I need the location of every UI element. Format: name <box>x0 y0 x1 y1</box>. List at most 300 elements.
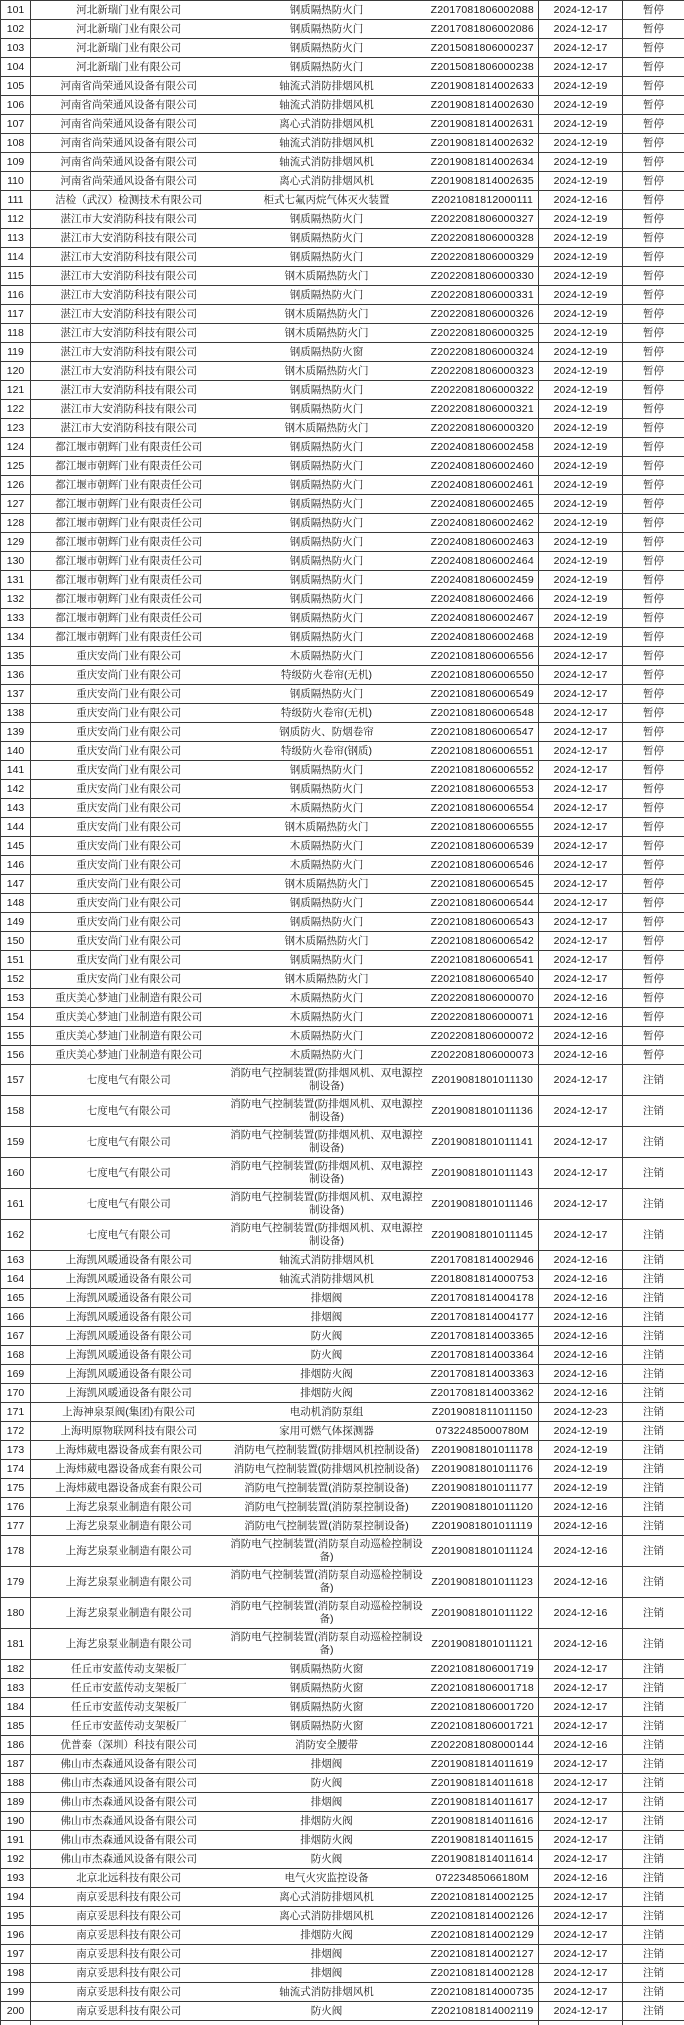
row-number-cell: 138 <box>1 704 31 723</box>
table-row <box>1 1327 684 1346</box>
product-name-cell: 轴流式消防排烟风机 <box>227 1270 427 1289</box>
date-cell: 2024-12-17 <box>539 875 623 894</box>
certificate-no-cell: Z2022081806000070 <box>427 989 539 1008</box>
table-row <box>1 2021 684 2025</box>
date-cell: 2024-12-17 <box>539 780 623 799</box>
company-name-cell: 河南省尚荣通风设备有限公司 <box>31 134 227 153</box>
date-cell: 2024-12-17 <box>539 723 623 742</box>
status-cell: 暂停 <box>623 419 684 438</box>
date-cell: 2024-12-17 <box>539 1888 623 1907</box>
product-name-cell: 钢质隔热防火门 <box>227 609 427 628</box>
company-name-cell: 任丘市安蓝传动支架板厂 <box>31 1660 227 1679</box>
status-cell: 注销 <box>623 1717 684 1736</box>
status-cell: 暂停 <box>623 932 684 951</box>
company-name-cell: 河北新瑞门业有限公司 <box>31 58 227 77</box>
table-row <box>1 1346 684 1365</box>
status-cell: 暂停 <box>623 343 684 362</box>
date-cell: 2024-12-17 <box>539 1983 623 2002</box>
date-cell: 2024-12-19 <box>539 267 623 286</box>
status-cell: 暂停 <box>623 704 684 723</box>
row-number-cell: 180 <box>1 1598 31 1629</box>
company-name-cell: 重庆安尚门业有限公司 <box>31 704 227 723</box>
date-cell: 2024-12-19 <box>539 362 623 381</box>
certificate-no-cell: Z2024081806002458 <box>427 438 539 457</box>
company-name-cell: 任丘市安蓝传动支架板厂 <box>31 1717 227 1736</box>
certificate-no-cell: Z2019081801011119 <box>427 1517 539 1536</box>
certificate-no-cell: Z2019081801011130 <box>427 1065 539 1096</box>
company-name-cell: 佛山市杰森通风设备有限公司 <box>31 1831 227 1850</box>
status-cell: 注销 <box>623 1327 684 1346</box>
company-name-cell: 湛江市大安消防科技有限公司 <box>31 381 227 400</box>
product-name-cell: 钢质隔热防火门 <box>227 533 427 552</box>
table-row <box>1 761 684 780</box>
company-name-cell: 上海神泉泵阀(集团)有限公司 <box>31 1403 227 1422</box>
row-number-cell: 173 <box>1 1441 31 1460</box>
row-number-cell: 111 <box>1 191 31 210</box>
certificate-no-cell: Z2024081806002462 <box>427 514 539 533</box>
certificate-no-cell: Z2022081806000071 <box>427 1008 539 1027</box>
table-row <box>1 1479 684 1498</box>
row-number-cell: 168 <box>1 1346 31 1365</box>
table-row <box>1 1598 684 1629</box>
company-name-cell: 重庆美心梦迪门业制造有限公司 <box>31 989 227 1008</box>
row-number-cell: 184 <box>1 1698 31 1717</box>
certificate-no-cell: Z2019081814011617 <box>427 1793 539 1812</box>
certificate-no-cell: Z2022081806000325 <box>427 324 539 343</box>
date-cell: 2024-12-16 <box>539 1346 623 1365</box>
product-name-cell: 钢质隔热防火门 <box>227 552 427 571</box>
certificate-no-cell: Z2015081806000237 <box>427 39 539 58</box>
status-cell: 注销 <box>623 1498 684 1517</box>
row-number-cell: 105 <box>1 77 31 96</box>
product-name-cell: 钢质隔热防火窗 <box>227 343 427 362</box>
row-number-cell: 124 <box>1 438 31 457</box>
status-cell: 注销 <box>623 1441 684 1460</box>
status-cell: 暂停 <box>623 77 684 96</box>
date-cell: 2024-12-16 <box>539 191 623 210</box>
certificate-no-cell: Z2019081801011120 <box>427 1498 539 1517</box>
date-cell: 2024-12-16 <box>539 1308 623 1327</box>
product-name-cell: 钢质隔热防火门 <box>227 248 427 267</box>
row-number-cell: 176 <box>1 1498 31 1517</box>
date-cell: 2024-12-19 <box>539 438 623 457</box>
company-name-cell: 上海炜葳电器设备成套有限公司 <box>31 1460 227 1479</box>
date-cell: 2024-12-17 <box>539 666 623 685</box>
date-cell: 2024-12-19 <box>539 590 623 609</box>
company-name-cell: 南京妥思科技有限公司 <box>31 1983 227 2002</box>
product-name-cell: 消防电气控制装置(消防泵控制设备) <box>227 1498 427 1517</box>
company-name-cell: 南京妥思科技有限公司 <box>31 1888 227 1907</box>
table-row <box>1 552 684 571</box>
date-cell: 2024-12-17 <box>539 704 623 723</box>
row-number-cell: 155 <box>1 1027 31 1046</box>
product-name-cell: 钢质隔热防火门 <box>227 286 427 305</box>
status-cell: 暂停 <box>623 191 684 210</box>
status-cell: 暂停 <box>623 381 684 400</box>
product-name-cell: 钢质隔热防火门 <box>227 20 427 39</box>
product-name-cell: 柜式七氟丙烷气体灭火装置 <box>227 191 427 210</box>
product-name-cell: 家用可燃气体探测器 <box>227 1422 427 1441</box>
table-row <box>1 1158 684 1189</box>
status-cell: 暂停 <box>623 989 684 1008</box>
product-name-cell: 消防电气控制装置(消防泵控制设备) <box>227 1479 427 1498</box>
table-row <box>1 723 684 742</box>
status-cell: 注销 <box>623 1736 684 1755</box>
row-number-cell: 186 <box>1 1736 31 1755</box>
company-name-cell: 南京妥思科技有限公司 <box>31 1926 227 1945</box>
table-row <box>1 248 684 267</box>
certificate-no-cell: Z2021081806006546 <box>427 856 539 875</box>
status-cell: 暂停 <box>623 476 684 495</box>
table-row <box>1 647 684 666</box>
table-row <box>1 77 684 96</box>
product-name-cell: 钢木质隔热防火门 <box>227 818 427 837</box>
company-name-cell: 七度电气有限公司 <box>31 1189 227 1220</box>
table-row <box>1 1888 684 1907</box>
row-number-cell: 189 <box>1 1793 31 1812</box>
table-row <box>1 1831 684 1850</box>
row-number-cell: 102 <box>1 20 31 39</box>
table-row <box>1 894 684 913</box>
certificate-no-cell: Z2024081806002467 <box>427 609 539 628</box>
company-name-cell: 都江堰市朝辉门业有限责任公司 <box>31 552 227 571</box>
company-name-cell: 湛江市大安消防科技有限公司 <box>31 267 227 286</box>
table-row <box>1 1536 684 1567</box>
company-name-cell: 上海艺泉泵业制造有限公司 <box>31 1629 227 1660</box>
certificate-no-cell: Z2022081806000323 <box>427 362 539 381</box>
certificate-no-cell: Z2019081814002631 <box>427 115 539 134</box>
date-cell: 2024-12-16 <box>539 1629 623 1660</box>
company-name-cell: 南京妥思科技有限公司 <box>31 2002 227 2021</box>
date-cell: 2024-12-17 <box>539 894 623 913</box>
date-cell: 2024-12-17 <box>539 837 623 856</box>
status-cell: 暂停 <box>623 134 684 153</box>
date-cell: 2024-12-19 <box>539 533 623 552</box>
row-number-cell: 151 <box>1 951 31 970</box>
row-number-cell: 123 <box>1 419 31 438</box>
date-cell: 2024-12-17 <box>539 1831 623 1850</box>
product-name-cell: 钢质隔热防火门 <box>227 438 427 457</box>
date-cell: 2024-12-19 <box>539 628 623 647</box>
table-row <box>1 989 684 1008</box>
company-name-cell: 重庆安尚门业有限公司 <box>31 913 227 932</box>
certificate-no-cell: Z2017081814002946 <box>427 1251 539 1270</box>
status-cell: 注销 <box>623 1567 684 1598</box>
row-number-cell: 195 <box>1 1907 31 1926</box>
status-cell: 暂停 <box>623 96 684 115</box>
status-cell <box>623 2021 684 2025</box>
row-number-cell: 104 <box>1 58 31 77</box>
row-number-cell: 108 <box>1 134 31 153</box>
table-row <box>1 951 684 970</box>
row-number-cell: 154 <box>1 1008 31 1027</box>
status-cell: 暂停 <box>623 1046 684 1065</box>
product-name-cell: 消防电气控制装置(消防泵自动巡检控制设备) <box>227 1567 427 1598</box>
product-name-cell: 钢质隔热防火门 <box>227 685 427 704</box>
status-cell: 注销 <box>623 1907 684 1926</box>
row-number-cell: 165 <box>1 1289 31 1308</box>
certificate-no-cell: Z2019081814002632 <box>427 134 539 153</box>
table-row <box>1 476 684 495</box>
table-row <box>1 1774 684 1793</box>
certificate-no-cell: Z2021081806006542 <box>427 932 539 951</box>
product-name-cell: 轴流式消防排烟风机 <box>227 1251 427 1270</box>
date-cell: 2024-12-17 <box>539 685 623 704</box>
row-number-cell: 136 <box>1 666 31 685</box>
product-name-cell: 消防电气控制装置(消防泵控制设备) <box>227 1517 427 1536</box>
product-name-cell: 特级防火卷帘(钢质) <box>227 742 427 761</box>
date-cell: 2024-12-19 <box>539 134 623 153</box>
product-name-cell: 钢质防火、防烟卷帘 <box>227 723 427 742</box>
company-name-cell: 优普泰（深圳）科技有限公司 <box>31 1736 227 1755</box>
company-name-cell: 南京妥思科技有限公司 <box>31 1945 227 1964</box>
date-cell: 2024-12-17 <box>539 970 623 989</box>
company-name-cell: 湛江市大安消防科技有限公司 <box>31 286 227 305</box>
certificate-no-cell: Z2021081806006550 <box>427 666 539 685</box>
company-name-cell: 都江堰市朝辉门业有限责任公司 <box>31 609 227 628</box>
table-row <box>1 1850 684 1869</box>
company-name-cell: 上海炜葳电器设备成套有限公司 <box>31 1441 227 1460</box>
certificate-no-cell: Z2019081814002634 <box>427 153 539 172</box>
product-name-cell: 消防电气控制装置(防排烟风机、双电源控制设备) <box>227 1096 427 1127</box>
certificate-no-cell: Z2021081814002127 <box>427 1945 539 1964</box>
certificate-table-body <box>1 1 684 2025</box>
certificate-no-cell: Z2021081806006553 <box>427 780 539 799</box>
row-number-cell: 171 <box>1 1403 31 1422</box>
table-row <box>1 400 684 419</box>
certificate-no-cell: Z2021081806001720 <box>427 1698 539 1717</box>
status-cell: 注销 <box>623 1888 684 1907</box>
product-name-cell: 钢质隔热防火窗 <box>227 1717 427 1736</box>
row-number-cell: 140 <box>1 742 31 761</box>
table-row <box>1 913 684 932</box>
company-name-cell: 上海艺泉泵业制造有限公司 <box>31 1567 227 1598</box>
status-cell: 注销 <box>623 1945 684 1964</box>
row-number-cell: 157 <box>1 1065 31 1096</box>
table-row <box>1 1869 684 1888</box>
certificate-no-cell: Z2017081814003364 <box>427 1346 539 1365</box>
company-name-cell: 河南省尚荣通风设备有限公司 <box>31 153 227 172</box>
certificate-no-cell: Z2019081801011143 <box>427 1158 539 1189</box>
company-name-cell: 上海凯风暖通设备有限公司 <box>31 1346 227 1365</box>
certificate-no-cell: Z2022081806000073 <box>427 1046 539 1065</box>
product-name-cell: 排烟防火阀 <box>227 1384 427 1403</box>
status-cell: 注销 <box>623 1065 684 1096</box>
date-cell: 2024-12-17 <box>539 1812 623 1831</box>
status-cell: 暂停 <box>623 628 684 647</box>
product-name-cell: 轴流式消防排烟风机 <box>227 96 427 115</box>
certificate-no-cell: Z2022081806000320 <box>427 419 539 438</box>
certificate-no-cell: Z2019081801011176 <box>427 1460 539 1479</box>
product-name-cell: 排烟阀 <box>227 1793 427 1812</box>
date-cell: 2024-12-17 <box>539 1679 623 1698</box>
certificate-no-cell: Z2017081814004178 <box>427 1289 539 1308</box>
product-name-cell: 防火阀 <box>227 1327 427 1346</box>
status-cell: 暂停 <box>623 20 684 39</box>
company-name-cell: 上海艺泉泵业制造有限公司 <box>31 1517 227 1536</box>
row-number-cell: 144 <box>1 818 31 837</box>
table-row <box>1 419 684 438</box>
table-row <box>1 856 684 875</box>
company-name-cell: 上海凯风暖通设备有限公司 <box>31 1251 227 1270</box>
table-row <box>1 514 684 533</box>
table-row <box>1 58 684 77</box>
status-cell: 暂停 <box>623 286 684 305</box>
date-cell: 2024-12-17 <box>539 1065 623 1096</box>
certificate-no-cell: Z2021081812000111 <box>427 191 539 210</box>
certificate-no-cell: Z2019081801011141 <box>427 1127 539 1158</box>
certificate-no-cell: Z2021081806006554 <box>427 799 539 818</box>
company-name-cell: 重庆安尚门业有限公司 <box>31 761 227 780</box>
date-cell: 2024-12-16 <box>539 1270 623 1289</box>
certificate-no-cell: Z2021081806001721 <box>427 1717 539 1736</box>
row-number-cell: 122 <box>1 400 31 419</box>
product-name-cell: 离心式消防排烟风机 <box>227 1907 427 1926</box>
table-row <box>1 210 684 229</box>
date-cell: 2024-12-19 <box>539 305 623 324</box>
row-number-cell: 116 <box>1 286 31 305</box>
row-number-cell: 160 <box>1 1158 31 1189</box>
status-cell: 注销 <box>623 1270 684 1289</box>
table-row <box>1 932 684 951</box>
row-number-cell: 170 <box>1 1384 31 1403</box>
company-name-cell: 佛山市杰森通风设备有限公司 <box>31 1755 227 1774</box>
product-name-cell: 离心式消防排烟风机 <box>227 1888 427 1907</box>
row-number-cell: 117 <box>1 305 31 324</box>
product-name-cell: 电动机消防泵组 <box>227 1403 427 1422</box>
certificate-no-cell: Z2022081806000072 <box>427 1027 539 1046</box>
company-name-cell: 七度电气有限公司 <box>31 1065 227 1096</box>
certificate-no-cell: Z2021081806001718 <box>427 1679 539 1698</box>
status-cell: 注销 <box>623 2002 684 2021</box>
table-row <box>1 666 684 685</box>
status-cell: 注销 <box>623 1774 684 1793</box>
certificate-no-cell: Z2021081806006547 <box>427 723 539 742</box>
table-row <box>1 571 684 590</box>
company-name-cell: 上海凯风暖通设备有限公司 <box>31 1308 227 1327</box>
company-name-cell: 上海艺泉泵业制造有限公司 <box>31 1498 227 1517</box>
company-name-cell: 湛江市大安消防科技有限公司 <box>31 248 227 267</box>
table-row <box>1 1717 684 1736</box>
date-cell: 2024-12-23 <box>539 1403 623 1422</box>
product-name-cell: 轴流式消防排烟风机 <box>227 153 427 172</box>
date-cell: 2024-12-16 <box>539 1598 623 1629</box>
certificate-no-cell: Z2021081806006556 <box>427 647 539 666</box>
date-cell: 2024-12-19 <box>539 571 623 590</box>
row-number-cell: 178 <box>1 1536 31 1567</box>
product-name-cell: 消防电气控制装置(防排烟风机控制设备) <box>227 1460 427 1479</box>
date-cell: 2024-12-19 <box>539 476 623 495</box>
certificate-no-cell: Z2022081806000330 <box>427 267 539 286</box>
certificate-no-cell: Z2024081806002459 <box>427 571 539 590</box>
row-number-cell: 118 <box>1 324 31 343</box>
date-cell: 2024-12-16 <box>539 1365 623 1384</box>
product-name-cell: 木质隔热防火门 <box>227 1008 427 1027</box>
status-cell: 暂停 <box>623 267 684 286</box>
product-name-cell: 木质隔热防火门 <box>227 1027 427 1046</box>
company-name-cell: 河南省尚荣通风设备有限公司 <box>31 172 227 191</box>
status-cell: 暂停 <box>623 780 684 799</box>
product-name-cell: 钢质隔热防火门 <box>227 590 427 609</box>
status-cell: 暂停 <box>623 1 684 20</box>
company-name-cell: 上海凯风暖通设备有限公司 <box>31 1384 227 1403</box>
status-cell: 暂停 <box>623 856 684 875</box>
table-row <box>1 1008 684 1027</box>
product-name-cell: 钢质隔热防火门 <box>227 1 427 20</box>
table-row <box>1 837 684 856</box>
product-name-cell: 木质隔热防火门 <box>227 647 427 666</box>
product-name-cell: 钢质隔热防火门 <box>227 780 427 799</box>
certificate-no-cell: Z2015081806000238 <box>427 58 539 77</box>
row-number-cell: 163 <box>1 1251 31 1270</box>
product-name-cell: 钢质隔热防火门 <box>227 761 427 780</box>
table-row <box>1 2002 684 2021</box>
table-row <box>1 438 684 457</box>
certificate-no-cell: Z2024081806002464 <box>427 552 539 571</box>
certificate-no-cell: Z2021081806006539 <box>427 837 539 856</box>
company-name-cell: 河南省尚荣通风设备有限公司 <box>31 115 227 134</box>
company-name-cell: 重庆美心梦迪门业制造有限公司 <box>31 1008 227 1027</box>
row-number-cell: 194 <box>1 1888 31 1907</box>
certificate-no-cell <box>427 2021 539 2025</box>
company-name-cell: 重庆安尚门业有限公司 <box>31 742 227 761</box>
date-cell: 2024-12-19 <box>539 400 623 419</box>
date-cell: 2024-12-17 <box>539 1755 623 1774</box>
row-number-cell: 148 <box>1 894 31 913</box>
product-name-cell: 木质隔热防火门 <box>227 856 427 875</box>
product-name-cell: 木质隔热防火门 <box>227 989 427 1008</box>
row-number-cell: 146 <box>1 856 31 875</box>
company-name-cell: 佛山市杰森通风设备有限公司 <box>31 1793 227 1812</box>
table-row <box>1 1027 684 1046</box>
certificate-no-cell: Z2021081806006555 <box>427 818 539 837</box>
certificate-no-cell: Z2021081806006543 <box>427 913 539 932</box>
certificate-no-cell: Z2024081806002466 <box>427 590 539 609</box>
row-number-cell: 191 <box>1 1831 31 1850</box>
company-name-cell: 上海凯风暖通设备有限公司 <box>31 1289 227 1308</box>
date-cell: 2024-12-17 <box>539 761 623 780</box>
table-row <box>1 191 684 210</box>
company-name-cell: 湛江市大安消防科技有限公司 <box>31 343 227 362</box>
row-number-cell: 153 <box>1 989 31 1008</box>
company-name-cell: 上海凯风暖通设备有限公司 <box>31 1327 227 1346</box>
status-cell: 注销 <box>623 1384 684 1403</box>
certificate-no-cell: Z2021081814002119 <box>427 2002 539 2021</box>
date-cell: 2024-12-16 <box>539 1251 623 1270</box>
status-cell: 注销 <box>623 1598 684 1629</box>
date-cell: 2024-12-17 <box>539 951 623 970</box>
company-name-cell: 重庆安尚门业有限公司 <box>31 647 227 666</box>
table-row <box>1 1384 684 1403</box>
company-name-cell: 重庆美心梦迪门业制造有限公司 <box>31 1046 227 1065</box>
row-number-cell: 183 <box>1 1679 31 1698</box>
product-name-cell: 钢质隔热防火门 <box>227 457 427 476</box>
date-cell: 2024-12-19 <box>539 210 623 229</box>
certificate-no-cell: Z2019081814011618 <box>427 1774 539 1793</box>
status-cell: 注销 <box>623 1629 684 1660</box>
status-cell: 暂停 <box>623 723 684 742</box>
certificate-no-cell: Z2019081801011146 <box>427 1189 539 1220</box>
company-name-cell: 重庆美心梦迪门业制造有限公司 <box>31 1027 227 1046</box>
certificate-no-cell: Z2022081806000322 <box>427 381 539 400</box>
status-cell: 暂停 <box>623 1027 684 1046</box>
product-name-cell: 钢木质隔热防火门 <box>227 362 427 381</box>
product-name-cell: 钢质隔热防火门 <box>227 495 427 514</box>
status-cell: 注销 <box>623 1289 684 1308</box>
company-name-cell: 七度电气有限公司 <box>31 1096 227 1127</box>
row-number-cell: 158 <box>1 1096 31 1127</box>
status-cell: 暂停 <box>623 305 684 324</box>
